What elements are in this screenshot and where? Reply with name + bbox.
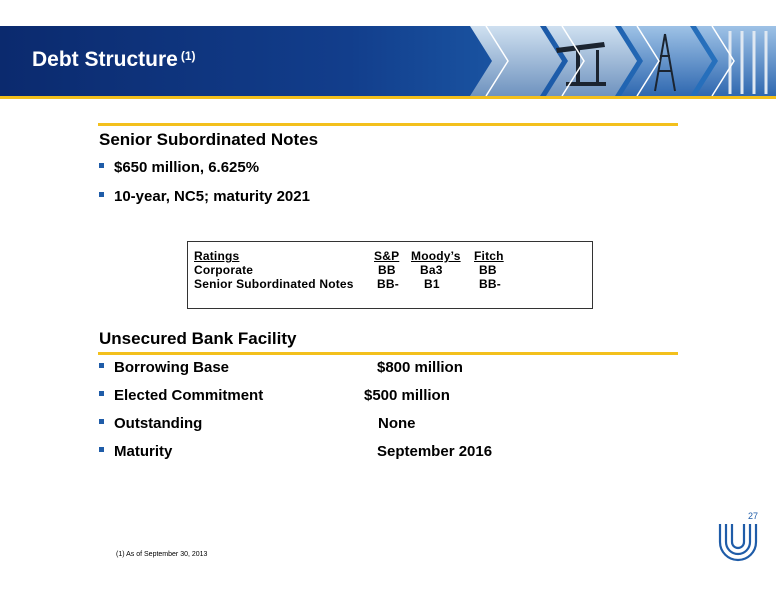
bank-facility-item — [99, 443, 172, 460]
page-title-footnote-mark: (1) — [180, 49, 196, 63]
bank-facility-title: Unsecured Bank Facility — [99, 329, 297, 348]
ratings-table — [187, 241, 593, 309]
header-photo-strip — [470, 26, 776, 96]
ratings-row-fitch: BB- — [479, 277, 501, 291]
ratings-row-label: Corporate — [194, 263, 254, 277]
bullet-square-icon — [99, 391, 104, 396]
bullet-square-icon — [99, 192, 104, 197]
page-title-text: Debt Structure — [32, 48, 178, 71]
bank-facility-item — [99, 387, 263, 404]
item-value: $800 million — [377, 359, 463, 376]
item-label: Elected Commitment — [114, 387, 264, 404]
ratings-header-sp: S&P — [374, 249, 400, 263]
bullet-square-icon — [99, 419, 104, 424]
item-label: Maturity — [114, 443, 173, 460]
item-value: None — [378, 415, 416, 432]
company-logo-icon — [716, 518, 760, 562]
ratings-header-fitch: Fitch — [474, 249, 504, 263]
page-number: 27 — [748, 511, 759, 521]
senior-notes-bullet-2 — [99, 188, 310, 205]
bullet-square-icon — [99, 363, 104, 368]
senior-notes-rule — [98, 123, 678, 126]
footnote: (1) As of September 30, 2013 — [116, 551, 208, 558]
ratings-row-sp: BB- — [377, 277, 399, 291]
item-label: Borrowing Base — [114, 359, 230, 376]
item-label: Outstanding — [114, 415, 203, 432]
bank-facility-item — [99, 415, 202, 432]
page-title — [32, 48, 196, 72]
bullet-square-icon — [99, 163, 104, 168]
senior-notes-title: Senior Subordinated Notes — [99, 130, 319, 149]
ratings-row-fitch: BB — [479, 263, 497, 277]
item-value: September 2016 — [377, 443, 493, 460]
ratings-row-moodys: Ba3 — [420, 263, 443, 277]
item-value: $500 million — [364, 387, 450, 404]
banner-gold-rule — [0, 96, 776, 99]
ratings-header-moodys: Moody’s — [411, 249, 461, 263]
bullet-text: 10-year, NC5; maturity 2021 — [114, 188, 310, 205]
ratings-header-label: Ratings — [194, 249, 240, 263]
bank-facility-item — [99, 359, 229, 376]
senior-notes-bullet-1 — [99, 159, 259, 176]
ratings-row-sp: BB — [378, 263, 396, 277]
bullet-square-icon — [99, 447, 104, 452]
bullet-text: $650 million, 6.625% — [114, 159, 260, 176]
ratings-row-label: Senior Subordinated Notes — [194, 277, 354, 291]
ratings-row-moodys: B1 — [424, 277, 440, 291]
bank-facility-rule — [98, 352, 678, 355]
